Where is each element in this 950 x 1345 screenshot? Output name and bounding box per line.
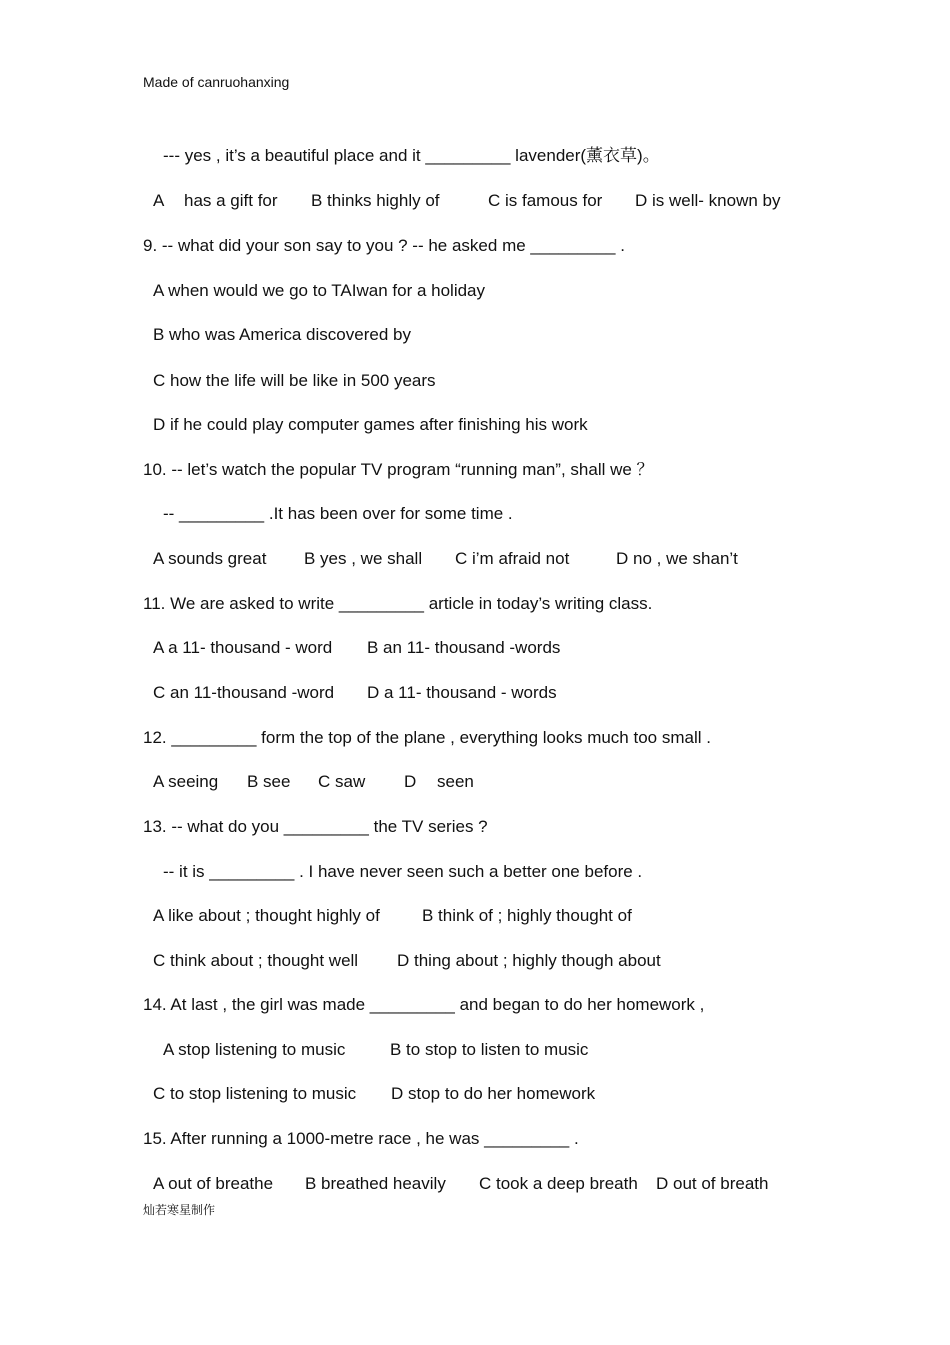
q10-option-b: B yes , we shall	[304, 549, 423, 568]
q9-option-c: C how the life will be like in 500 years	[153, 371, 436, 390]
q11-option-a: A a 11- thousand - word	[153, 638, 333, 657]
q10-stem: 10. -- let’s watch the popular TV program “running man”, shall we ？	[143, 460, 654, 479]
q11-stem: 11. We are asked to write _________ article in today’s writing class.	[143, 594, 653, 613]
q15-option-a: A out of breathe	[153, 1174, 274, 1193]
q13-reply: -- it is _________ . I have never seen such a better one before .	[163, 862, 643, 881]
q13-option-c: C think about ; thought well	[153, 951, 359, 970]
q14-stem: 14. At last , the girl was made _________ and began to do her homework ,	[143, 995, 705, 1014]
q11-option-c: C an 11-thousand -word	[153, 683, 335, 702]
q9-stem: 9. -- what did your son say to you ? -- he asked me _________ .	[143, 236, 625, 255]
q10-reply: -- _________ .It has been over for some time .	[163, 504, 513, 523]
q11-option-d: D a 11- thousand - words	[367, 683, 557, 702]
q12-stem: 12. _________ form the top of the plane , everything looks much too small .	[143, 728, 711, 747]
page-header: Made of canruohanxing	[143, 74, 290, 90]
q12-option-d: seen	[437, 772, 474, 791]
q13-stem: 13. -- what do you _________ the TV series ?	[143, 817, 488, 836]
q9-option-d: D if he could play computer games after finishing his work	[153, 415, 588, 434]
q13-option-b: B think of ; highly thought of	[422, 906, 632, 925]
q12-option-c: C saw	[318, 772, 366, 791]
q12-option-a: A seeing	[153, 772, 219, 791]
q13-option-d: D thing about ; highly though about	[397, 951, 661, 970]
q8-option-c: C is famous for	[488, 191, 603, 210]
q15-option-b: B breathed heavily	[305, 1174, 446, 1193]
q15-option-c: C took a deep breath	[479, 1174, 638, 1193]
q15-option-d: D out of breath	[656, 1174, 769, 1193]
q8-stem: --- yes , it’s a beautiful place and it _________ lavender(薰衣草)。	[163, 146, 660, 165]
q10-option-d: D no , we shan’t	[616, 549, 738, 568]
q8-option-a-letter: A	[153, 191, 165, 210]
q14-option-a: A stop listening to music	[163, 1040, 346, 1059]
q8-option-b: B thinks highly of	[311, 191, 440, 210]
q14-option-b: B to stop to listen to music	[390, 1040, 589, 1059]
q12-option-d-letter: D	[404, 772, 417, 791]
q10-option-a: A sounds great	[153, 549, 267, 568]
q14-option-c: C to stop listening to music	[153, 1084, 357, 1103]
q10-option-c: C i’m afraid not	[455, 549, 570, 568]
q8-option-d: D is well- known by	[635, 191, 781, 210]
q11-option-b: B an 11- thousand -words	[367, 638, 561, 657]
q12-option-b: B see	[247, 772, 291, 791]
q8-option-a: has a gift for	[184, 191, 278, 210]
q14-option-d: D stop to do her homework	[391, 1084, 596, 1103]
q9-option-b: B who was America discovered by	[153, 325, 411, 344]
q15-stem: 15. After running a 1000-metre race , he was _________ .	[143, 1129, 579, 1148]
page-footer: 灿若寒星制作	[143, 1203, 216, 1217]
q13-option-a: A like about ; thought highly of	[153, 906, 380, 925]
q9-option-a: A when would we go to TAIwan for a holiday	[153, 281, 486, 300]
